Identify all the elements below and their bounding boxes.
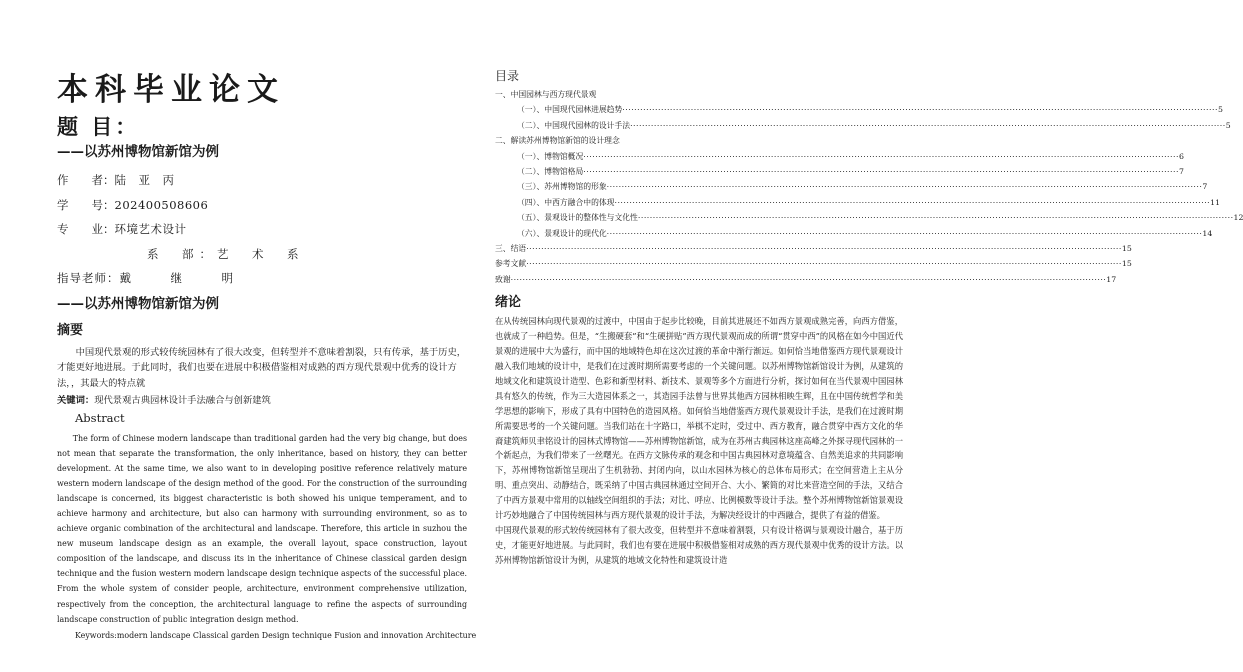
toc-item-page: 7 [1178,167,1184,177]
toc-leader-dots: ········································································································································································································ [630,120,1226,130]
author-label: 作 者： [57,173,115,187]
author-row [57,168,467,193]
toc-item[interactable] [495,195,1221,210]
toc-leader-dots: ········································································································································································································ [583,167,1179,177]
toc-item[interactable] [495,149,1184,164]
thesis-subtitle: ——以苏州博物馆新馆为例 [57,144,219,160]
toc-item-text: （四）、中西方融合中的体现 [517,197,615,207]
department-text: 系 部：艺 术 系 [147,246,305,261]
toc-item[interactable] [495,118,1231,133]
toc-item-page: 15 [1121,244,1132,254]
toc-item-text: （六）、景观设计的现代化 [517,228,607,238]
toc-leader-dots: ········································································································································································································ [510,274,1107,284]
toc-item-text: 二、解读苏州博物馆新馆的设计理念 [495,136,620,146]
toc-leader-dots: ········································································································································································································ [526,244,1122,254]
toc-item[interactable] [495,164,1184,179]
toc-leader-dots: ········································································································································································································ [614,197,1211,207]
toc-leader-dots: ········································································································································································································ [622,105,1218,115]
toc-item-text: 三、结语 [495,244,527,254]
major-label: 专 业： [57,222,115,236]
toc-item-page: 5 [1225,120,1231,130]
introduction-paragraph-2: 中国现代景观的形式较传统园林有了很大改变，但转型并不意味着割裂，只有设计格调与景观设计融合，基于历史，才能更好地进展。与此同时，我们也有要在进展中积极借鉴相对成熟的西方现代景观中优秀的设计方法。以苏州博物馆新馆设计为例，从建筑的地域文化特性和建筑设计造 [495,524,903,565]
introduction-paragraph-1: 在从传统园林向现代景观的过渡中，中国由于起步比较晚，目前其进展还不如西方景观成熟完善，向西方借鉴，也就成了一种趋势。但是，“生搬硬套”和“生硬拼贴”西方现代景观而成的所谓“贯穿中西”的风格在如今中国近代景观的进展中大为盛行，而中国的地域特色却在这次过渡的革命中渐行渐远。如何恰当地借鉴西方现代景观设计融入我们地域的设计中，是我们在过渡时期所需要考虑的一个关键问题。以苏州博物馆新馆设计为例，从建筑的地域文化和建筑设计造型、色彩和新型材料、新技术、景观等多个方面进行分析，探讨如何在当代景观中国园林具有悠久的传统，作为三大造园体系之一，其造园手法曾与世界其他西方园林相映生辉，且在中国传统哲学和美学思想的影响下，形成了具有中国特色的造园风格。如何恰当地借鉴西方现代景观设计手法，是我们在过渡时期所需要思考的一个关键问题。当我们站在十字路口，举棋不定时，受过中、西方教育，融合贯穿中西方文化的华裔建筑师贝聿铭设计的园林式博物馆——苏州博物馆新馆，成为在苏州古典园林这座高峰之外探寻现代园林的一个新起点，为我们带来了一丝曙光。在西方文脉传承的观念和中国古典园林对意境蕴含、自然美追求的共同影响下，苏州博物馆新馆呈现出了生机勃勃、封闭内向，以山水园林为核心的总体布局形式；在空间营造上主从分明、重点突出、动静结合，既采纳了中国古典园林通过空间开合、大小、繁简的对比来营造空间的手法，又结合了中西方景观中常用的以轴线空间组织的手法；对比、呼应、比例模数等设计手法。整个苏州博物馆新馆景观设计巧妙地融合了中国传统园林与西方现代景观的设计手法，为解决经设计的中西融合，提供了有益的借鉴。 [495,316,903,521]
toc-item-text: 参考文献 [495,259,527,269]
toc-item-page: 7 [1202,182,1208,192]
toc-item-page: 14 [1202,228,1213,238]
toc-item-text: 致谢 [495,274,511,284]
toc-leader-dots: ········································································································································································································ [606,228,1203,238]
abstract-en-body: The form of Chinese modern landscape than traditional garden had the very big change, but does not mean that separate the transformation, the only inheritance, based on history, they can better development. At the same time, we also want to in developing positive reference relatively mature western modern landscape of the design method of the good. For the construction of the surrounding landscape is concerned, its biggest characteristic is both showed his unique temperament, and to achieve harmony and architecture, but also can harmony with surrounding environment, so as to achieve organic combination of the architectural and landscape. Therefore, this article in suzhou the new museum landscape design as an example, the overall layout, space construction, layout composition of the landscape, and discuss its in the inheritance of Chinese classical garden design technique and the fusion western modern landscape design technique aspects of the successful place. From the whole system of consider people, architecture, environment comprehensive utilization, respectively from the conception, the architectural language to refine the aspects of surrounding landscape construction of public integration design method. [57,434,467,624]
student-id-value: 202400508606 [114,197,209,212]
keywords-cn-text: 现代景观古典园林设计手法融合与创新建筑 [94,395,271,406]
advisor-label: 指导老师： [57,271,120,285]
toc-item[interactable] [495,272,1117,287]
toc-item[interactable] [495,241,1132,256]
title-page [57,70,477,643]
toc-item-text: （二）、博物馆格局 [517,167,584,177]
toc-leader-dots: ········································································································································································································ [583,151,1179,161]
toc-item-page: 15 [1121,259,1132,269]
toc-item-text: （二）、中国现代园林的设计手法 [517,120,631,130]
toc-item-text: 一、中国园林与西方现代景观 [495,90,597,99]
advisor-row [57,266,467,291]
toc-item-text: （三）、苏州博物馆的形象 [517,182,607,192]
major-value: 环境艺术设计 [114,222,187,236]
keywords-cn-label: 关键词： [57,395,95,406]
department-row [57,242,467,267]
thesis-info [57,168,467,291]
table-of-contents [495,87,1243,287]
toc-leader-dots: ········································································································································································································ [526,259,1122,269]
toc-item-page: 5 [1217,105,1223,115]
toc-item-text: （一）、博物馆概况 [517,151,584,161]
toc-item[interactable] [495,133,795,148]
toc-item[interactable] [495,226,1213,241]
advisor-value: 戴 继 明 [119,271,247,285]
keywords-en: Keywords:modern landscape Classical garden Design technique Fusion and innovation Architecture [75,630,477,640]
toc-leader-dots: ········································································································································································································ [637,213,1234,223]
abstract-cn-heading: 摘要 [57,322,84,338]
toc-item-page: 11 [1210,197,1221,207]
thesis-main-title: 本科毕业论文 [57,72,285,108]
student-id-row [57,193,467,218]
toc-item-text: （一）、中国现代园林进展趋势 [517,105,623,115]
toc-item[interactable] [495,256,1132,271]
toc-item[interactable] [495,102,1223,117]
major-row [57,217,467,242]
toc-item[interactable] [495,87,795,102]
toc-item[interactable] [495,210,1243,225]
toc-item-text: （五）、景观设计的整体性与文化性 [517,213,638,223]
topic-label: 题 目： [57,115,140,139]
student-id-label: 学 号： [57,197,115,212]
abstract-en-heading: Abstract [75,411,125,425]
keywords-cn [57,393,467,408]
toc-item-page: 17 [1106,274,1117,284]
thesis-subtitle-repeat: ——以苏州博物馆新馆为例 [57,295,219,312]
toc-heading: 目录 [495,69,520,83]
abstract-cn-body: 中国现代景观的形式较传统园林有了很大改变，但转型并不意味着割裂，只有传承，基于历史，才能更好地进展。于此同时，我们也要在进展中积极借鉴相对成熟的西方现代景观中优秀的设计方法，，其最大的特点就 [57,346,467,389]
toc-item-page: 6 [1178,151,1184,161]
toc-leader-dots: ········································································································································································································ [606,182,1203,192]
introduction-heading: 绪论 [495,295,522,311]
toc-item[interactable] [495,179,1208,194]
toc-and-intro [495,68,1243,568]
author-value: 陆 亚 丙 [114,173,175,187]
toc-item-page: 12 [1233,213,1243,223]
